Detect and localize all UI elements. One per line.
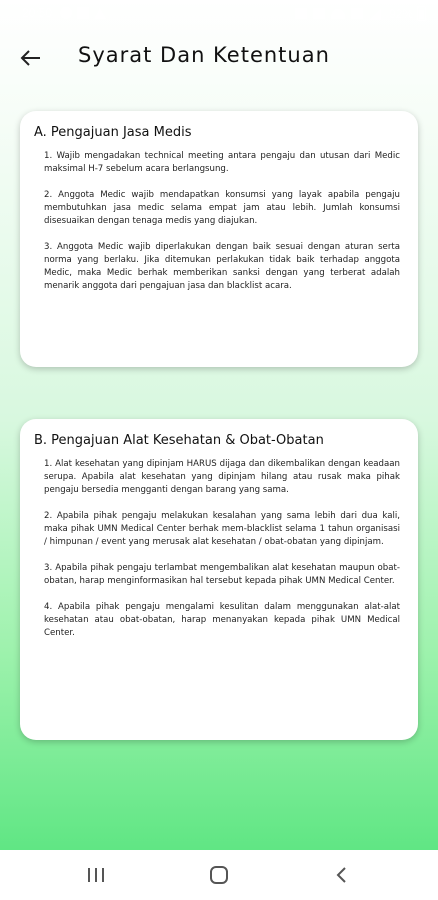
term-item: 1. Alat kesehatan yang dipinjam HARUS dijaga dan dikembalikan dengan keadaan serupa. Apabila alat kesehatan yang dipinjam hilang atau rusak maka pihak pengaju bersedia mengganti dengan barang yang sama. xyxy=(44,459,400,495)
gallery-icon xyxy=(77,7,89,19)
card-title: A. Pengajuan Jasa Medis xyxy=(34,125,192,140)
term-item: 4. Apabila pihak pengaju mengalami kesulitan dalam menggunakan alat-alat kesehatan atau obat-obatan, harap menanyakan kepada pihak UMN Medical Center. xyxy=(44,602,400,638)
terms-card-equipment-medicine xyxy=(20,419,418,740)
notification-icon xyxy=(60,7,72,19)
page-title: Syarat Dan Ketentuan xyxy=(78,43,330,67)
arrow-left-icon xyxy=(14,42,46,74)
terms-list xyxy=(34,150,400,293)
status-time: 20:50 xyxy=(22,6,53,20)
status-left xyxy=(22,6,111,20)
term-item: 2. Anggota Medic wajib mendapatkan konsumsi yang layak apabila pengaju membutuhkan jasa medic selama empat jam atau lebih. Jumlah konsumsi disesuaikan dengan tenaga medis yang diajukan. xyxy=(44,190,400,226)
mute-icon xyxy=(313,8,325,19)
home-button[interactable] xyxy=(199,860,239,890)
term-item: 3. Apabila pihak pengaju terlambat mengembalikan alat kesehatan maupun obat-obatan, harap menginformasikan hal tersebut kepada pihak UMN Medical Center. xyxy=(44,563,400,586)
status-right xyxy=(289,6,426,21)
terms-card-medical-service xyxy=(20,111,418,367)
term-item: 2. Apabila pihak pengaju melakukan kesalahan yang sama lebih dari dua kali, maka pihak UMN Medical Center berhak mem-blacklist selama 1 tahun organisasi / himpunan / event yang merusak alat kesehatan / obat-obatan yang dipinjam. xyxy=(44,511,400,547)
status-bar xyxy=(0,0,438,26)
recents-button[interactable] xyxy=(76,860,116,890)
term-item: 1. Wajib mengadakan technical meeting antara pengaju dan utusan dari Medic maksimal H-7 sebelum acara berlangsung. xyxy=(44,151,400,174)
battery-percent: 92% xyxy=(388,6,413,21)
terms-list xyxy=(34,458,400,640)
nav-back-button[interactable] xyxy=(322,860,362,890)
home-icon xyxy=(199,860,239,890)
recents-icon xyxy=(76,860,116,890)
signal-icon xyxy=(369,8,381,20)
chevron-left-icon xyxy=(322,860,362,890)
system-nav-bar xyxy=(0,850,438,900)
warning-icon xyxy=(94,8,106,19)
app-bar xyxy=(0,30,438,86)
back-button[interactable] xyxy=(14,42,46,74)
term-item: 3. Anggota Medic wajib diperlakukan dengan baik sesuai dengan aturan serta norma yang berlaku. Jika ditemukan perlakukan tidak baik terhadap anggota Medic, maka Medic berhak memberikan sanksi dengan yang terberat adalah menarik anggota dari pengajuan jasa dan blacklist acara. xyxy=(44,242,400,291)
battery-icon xyxy=(417,6,426,21)
alarm-icon xyxy=(295,8,307,19)
data-icon xyxy=(351,8,363,19)
wifi-icon xyxy=(331,9,345,19)
card-title: B. Pengajuan Alat Kesehatan & Obat-Obatan xyxy=(34,433,324,448)
